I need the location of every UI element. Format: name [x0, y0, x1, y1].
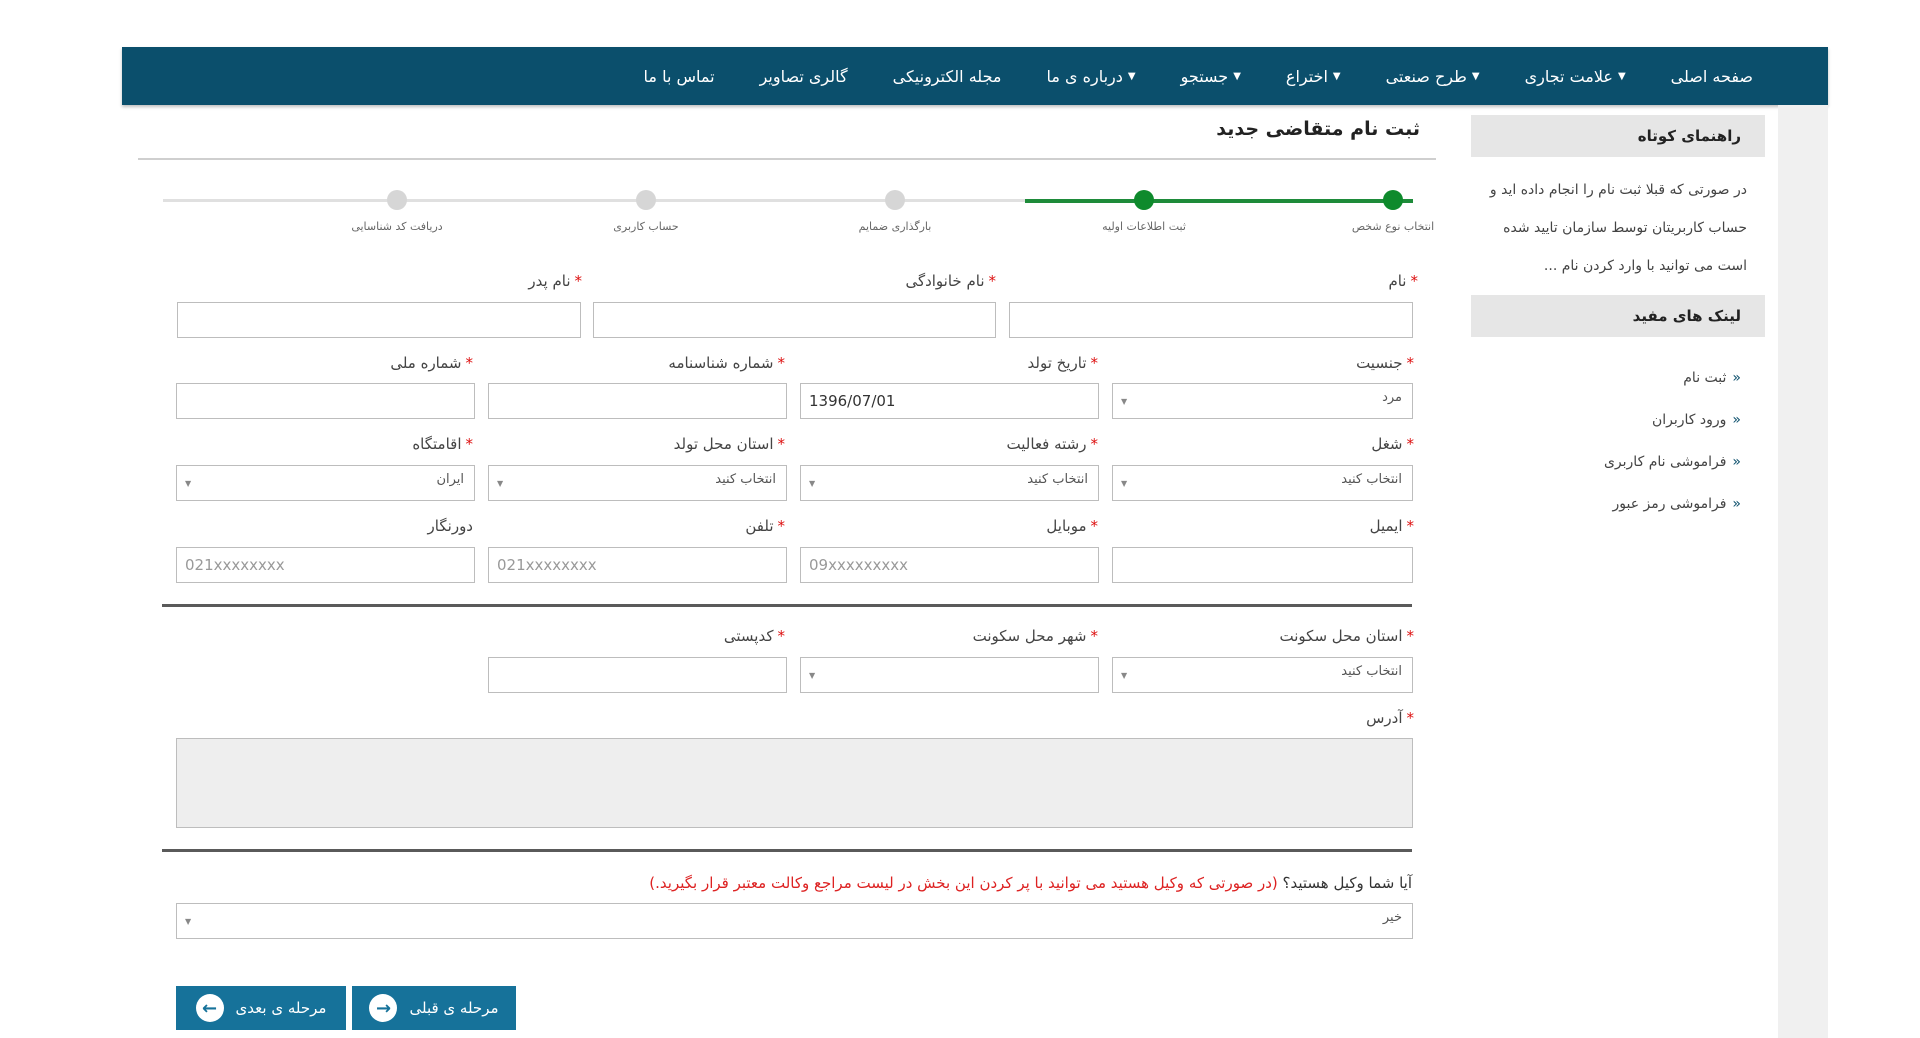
lawyer-select[interactable]: خیر ▼: [176, 903, 1413, 939]
sidebar-link[interactable]: « ثبت نام: [1683, 370, 1741, 386]
email-input[interactable]: [1112, 547, 1413, 583]
step-label: دریافت کد شناسایی: [351, 220, 443, 233]
progress-stepper: [163, 190, 1435, 240]
nav-item-1[interactable]: صفحه اصلی: [1670, 66, 1753, 86]
job-label: *شغل: [1371, 435, 1414, 453]
father-name-input[interactable]: [177, 302, 581, 338]
step-label: بارگذاری ضمایم: [858, 220, 932, 233]
step-label: انتخاب نوع شخص: [1351, 220, 1435, 233]
stepper-progress: [1025, 199, 1413, 203]
res-province-select[interactable]: انتخاب کنید ▼: [1112, 657, 1413, 693]
useful-links: [1471, 337, 1765, 525]
double-chevron-icon: «: [1732, 454, 1741, 470]
address-textarea[interactable]: [176, 738, 1413, 828]
chevron-down-icon: ▼: [497, 479, 504, 488]
nav-item-2[interactable]: علامت تجاری ▼: [1524, 66, 1626, 86]
mobile-label: *موبایل: [1046, 517, 1098, 535]
guide-text: در صورتی که قبلا ثبت نام را انجام داده اید و حساب کاربریتان توسط سازمان تایید شده است می توانید با وارد کردن نام ...: [1489, 182, 1747, 274]
step-label: حساب کاربری: [613, 220, 679, 233]
nav-item-5[interactable]: جستجو ▼: [1180, 66, 1241, 86]
fax-label: دورنگار: [427, 517, 473, 535]
arrow-left-icon: ←: [196, 994, 224, 1022]
nav-item-8[interactable]: گالری تصاویر: [759, 66, 848, 86]
caret-down-icon: ▼: [1127, 70, 1136, 82]
links-heading: لینک های مفید: [1471, 295, 1765, 337]
top-navbar: [122, 47, 1828, 105]
step-dot: [387, 190, 407, 210]
chevron-down-icon: ▼: [1121, 479, 1128, 488]
res-city-select[interactable]: [800, 657, 1099, 693]
lawyer-question: آیا شما وکیل هستید؟ (در صورتی که وکیل هستید می توانید با پر کردن این بخش در لیست مراجع وکالت معتبر قرار بگیرید.): [649, 874, 1412, 892]
chevron-down-icon: ▼: [809, 479, 816, 488]
residency-select[interactable]: ایران ▼: [176, 465, 475, 501]
sidebar-link[interactable]: « ورود کاربران: [1651, 412, 1741, 428]
phone-input[interactable]: [488, 547, 787, 583]
sidebar-link[interactable]: « فراموشی رمز عبور: [1612, 496, 1741, 512]
caret-down-icon: ▼: [1471, 70, 1480, 82]
chevron-down-icon: ▼: [185, 479, 192, 488]
first-name-input[interactable]: [1009, 302, 1413, 338]
double-chevron-icon: «: [1732, 412, 1741, 428]
national-code-label: *شماره ملی: [390, 354, 473, 372]
birth-date-input[interactable]: [800, 383, 1099, 419]
sidebar: [1471, 115, 1765, 525]
chevron-down-icon: ▼: [809, 671, 816, 680]
step-dot: [885, 190, 905, 210]
res-city-label: *شهر محل سکونت: [972, 627, 1098, 645]
page-title: ثبت نام متقاضی جدید: [1216, 118, 1420, 140]
phone-label: *تلفن: [745, 517, 785, 535]
section-divider: [162, 604, 1412, 607]
gender-label: *جنسیت: [1356, 354, 1414, 372]
chevron-down-icon: ▼: [1121, 397, 1128, 406]
birth-province-label: *استان محل تولد: [673, 435, 785, 453]
chevron-down-icon: ▼: [185, 917, 192, 926]
nav-menu: [599, 47, 1753, 105]
section-divider: [162, 849, 1412, 852]
first-name-label: *نام: [1388, 272, 1418, 290]
address-label: *آدرس: [1366, 709, 1414, 727]
job-select[interactable]: انتخاب کنید ▼: [1112, 465, 1413, 501]
arrow-right-icon: →: [369, 994, 397, 1022]
step-dot: [1134, 190, 1154, 210]
lawyer-note: (در صورتی که وکیل هستید می توانید با پر کردن این بخش در لیست مراجع وکالت معتبر قرار بگیرید.): [649, 874, 1278, 892]
father-name-label: *نام پدر: [528, 272, 582, 290]
step-dot: [1383, 190, 1403, 210]
step-label: ثبت اطلاعات اولیه: [1102, 220, 1186, 233]
gender-select[interactable]: مرد ▼: [1112, 383, 1413, 419]
postal-code-input[interactable]: [488, 657, 787, 693]
nav-item-3[interactable]: طرح صنعتی ▼: [1385, 66, 1480, 86]
nav-item-6[interactable]: درباره ی ما ▼: [1046, 66, 1136, 86]
last-name-label: *نام خانوادگی: [905, 272, 996, 290]
caret-down-icon: ▼: [1233, 70, 1241, 82]
caret-down-icon: ▼: [1617, 70, 1626, 82]
nav-item-7[interactable]: مجله الکترونیکی: [892, 66, 1002, 86]
birth-date-label: *تاریخ تولد: [1027, 354, 1098, 372]
id-number-label: *شماره شناسنامه: [668, 354, 785, 372]
chevron-down-icon: ▼: [1121, 671, 1128, 680]
double-chevron-icon: «: [1732, 496, 1741, 512]
birth-province-select[interactable]: انتخاب کنید ▼: [488, 465, 787, 501]
activity-select[interactable]: انتخاب کنید ▼: [800, 465, 1099, 501]
residency-label: *اقامتگاه: [412, 435, 473, 453]
next-step-button[interactable]: مرحله ی بعدی ←: [176, 986, 346, 1030]
caret-down-icon: ▼: [1332, 70, 1341, 82]
sidebar-link[interactable]: « فراموشی نام کاربری: [1603, 454, 1741, 470]
activity-label: *رشته فعالیت: [1006, 435, 1098, 453]
double-chevron-icon: «: [1732, 370, 1741, 386]
last-name-input[interactable]: [593, 302, 996, 338]
postal-code-label: *کدپستی: [723, 627, 785, 645]
nav-item-4[interactable]: اختراع ▼: [1285, 66, 1341, 86]
national-code-input[interactable]: [176, 383, 475, 419]
right-gutter: [1778, 105, 1828, 1038]
res-province-label: *استان محل سکونت: [1279, 627, 1414, 645]
fax-input[interactable]: [176, 547, 475, 583]
title-divider: [138, 158, 1436, 160]
email-label: *ایمیل: [1369, 517, 1414, 535]
mobile-input[interactable]: [800, 547, 1099, 583]
prev-step-button[interactable]: مرحله ی قبلی →: [352, 986, 516, 1030]
guide-heading: راهنمای کوتاه: [1471, 115, 1765, 157]
step-dot: [636, 190, 656, 210]
nav-item-9[interactable]: تماس با ما: [643, 66, 715, 86]
id-number-input[interactable]: [488, 383, 787, 419]
